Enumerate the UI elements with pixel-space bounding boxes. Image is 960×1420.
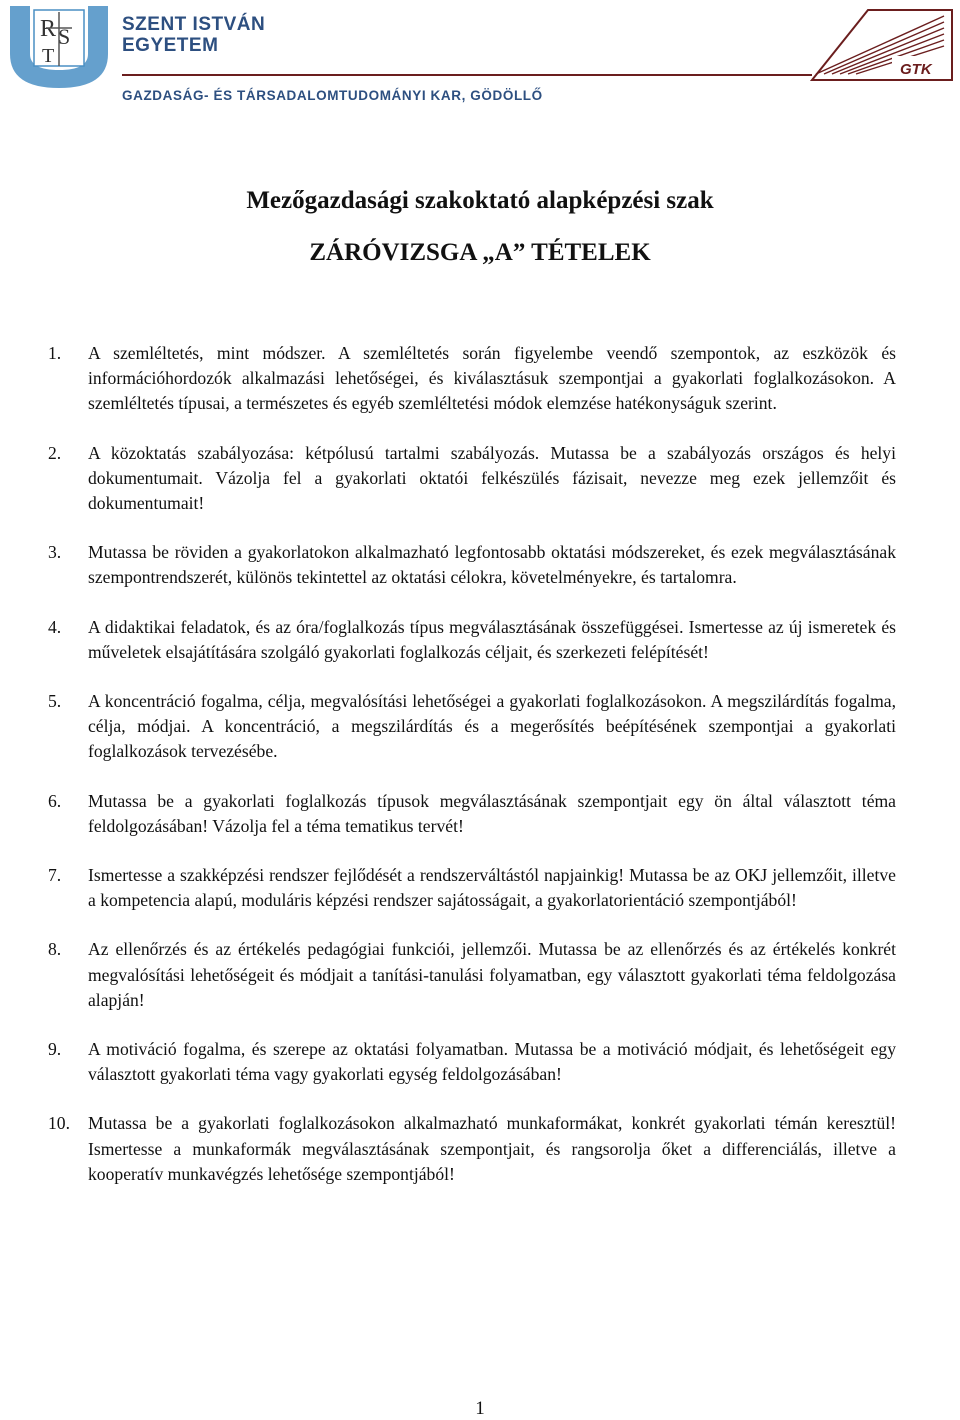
item-text: A motiváció fogalma, és szerepe az oktatási folyamatban. Mutassa be a motiváció módjait, és lehetőségeit egy választott gyakorlati téma vagy gyakorlati egység feldolgozásában!	[88, 1039, 896, 1085]
item-text: Az ellenőrzés és az értékelés pedagógiai funkciói, jellemzői. Mutassa be az ellenőrzés és az értékelés konkrét megvalósítási lehetőségeit és módjait a tanítási-tanulási folyamatban, egy választott gyakorlati téma feldolgozása alapján!	[88, 939, 896, 1010]
item-number: 4.	[48, 616, 62, 637]
list-item	[48, 615, 896, 665]
list-item	[48, 540, 896, 590]
item-number: 2.	[48, 442, 62, 463]
item-number: 9.	[48, 1039, 62, 1060]
item-text: A koncentráció fogalma, célja, megvalósítási lehetőségei a gyakorlati foglalkozásokon. A megszilárdítás fogalma, célja, módjai. A koncentráció, a megszilárdítás és a megerősítés beépítésének szempontjai a gyakorlati foglalkozások tervezésébe.	[88, 691, 896, 762]
university-logo	[6, 2, 112, 92]
header-rule	[122, 74, 812, 76]
item-number: 7.	[48, 865, 62, 886]
gtk-logo	[808, 6, 956, 86]
list-item	[48, 1111, 896, 1187]
item-text: A szemléltetés, mint módszer. A szemléltetés során figyelembe veendő szempontok, az eszközök és információhordozók alkalmazási lehetőségei, és kiválasztásuk szempontjai a gyakorlati foglalkozásokon. A szemléltetés típusai, a természetes és egyéb szemléltetési módok elemzése hatékonyságuk szerint.	[88, 343, 896, 414]
faculty-name: GAZDASÁG- ÉS TÁRSADALOMTUDOMÁNYI KAR, GÖDÖLLŐ	[122, 88, 543, 103]
university-name: SZENT ISTVÁN EGYETEM	[122, 14, 266, 56]
page-header	[0, 0, 960, 110]
list-item	[48, 863, 896, 913]
item-number: 1.	[48, 343, 62, 363]
item-text: Mutassa be a gyakorlati foglalkozás típusok megválasztásának szempontjait egy ön által választott téma feldolgozásában! Vázolja fel a téma tematikus tervét!	[88, 790, 896, 836]
page-number: 1	[475, 1398, 485, 1419]
svg-text:T: T	[42, 45, 55, 67]
list-item	[48, 1037, 896, 1087]
list-item	[48, 689, 896, 765]
svg-text:R: R	[40, 16, 57, 42]
item-number: 6.	[48, 790, 62, 811]
list-item	[48, 441, 896, 517]
list-item	[48, 789, 896, 839]
list-item	[48, 341, 896, 417]
gtk-label: GTK	[900, 61, 932, 78]
svg-text:S: S	[58, 24, 71, 49]
item-number: 10.	[48, 1113, 70, 1134]
item-number: 8.	[48, 939, 62, 960]
item-text: A didaktikai feladatok, és az óra/foglalkozás típus megválasztásának összefüggései. Ismertesse az új ismeretek és műveletek elsajátítására szolgáló gyakorlati foglalkozás céljait, és szerkezeti felépítését!	[88, 616, 896, 662]
item-text: Mutassa be a gyakorlati foglalkozásokon alkalmazható munkaformákat, konkrét gyakorlati témán keresztül! Ismertesse a munkaformák megválasztásának szempontjait, és rangsorolja őket a differenciálás, illetve a kooperatív munkavégzés lehetősége szempontjából!	[88, 1113, 896, 1184]
item-text: A közoktatás szabályozása: kétpólusú tartalmi szabályozás. Mutassa be a szabályozás országos és helyi dokumentumait. Vázolja fel a gyakorlati oktatói felkészülés fázisait, nevezze meg ezek jellemzőit és dokumentumait!	[88, 442, 896, 514]
document-subtitle: ZÁRÓVIZSGA „A” TÉTELEK	[309, 239, 651, 266]
item-text: Mutassa be röviden a gyakorlatokon alkalmazható legfontosabb oktatási módszereket, és ezek megválasztásának szempontrendszerét, különös tekintettel az oktatási célokra, követelményekre, és tartalomra.	[88, 542, 896, 588]
item-text: Ismertesse a szakképzési rendszer fejlődését a rendszerváltástól napjainkig! Mutassa be az OKJ jellemzőit, illetve a kompetencia alapú, moduláris képzési rendszer sajátosságait, a gyakorlatorientáció szempontjából!	[88, 865, 896, 911]
document-title: Mezőgazdasági szakoktató alapképzési szak	[246, 187, 714, 214]
item-number: 3.	[48, 542, 62, 563]
exam-topic-list	[48, 341, 896, 1211]
item-number: 5.	[48, 691, 62, 712]
list-item	[48, 937, 896, 1013]
